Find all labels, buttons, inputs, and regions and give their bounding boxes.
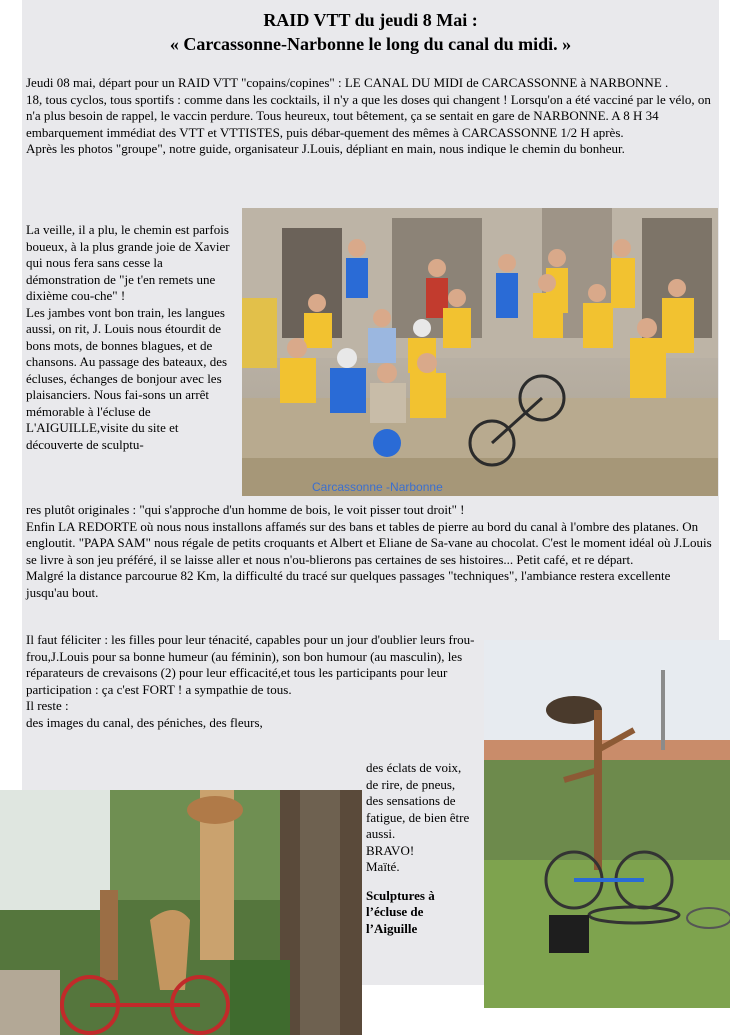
closing-paragraph: Il reste : (26, 698, 69, 713)
group-photo (242, 208, 718, 496)
intro-paragraph: Après les photos "groupe", notre guide, organisateur J.Louis, dépliant en main, nous indique le chemin du bonheur. (26, 141, 625, 156)
sculpture-photo-right (484, 640, 730, 1008)
side-paragraph: Maïté. (366, 859, 400, 874)
middle-paragraph: Malgré la distance parcourue 82 Km, la difficulté du tracé sur quelques passages "techniques", l'ambiance restera excellente jusqu'au bout. (26, 568, 671, 600)
middle-paragraph: res plutôt originales : "qui s'approche d'un homme de bois, le voit pisser tout droit" ! (26, 502, 465, 517)
title-line-2: « Carcassonne-Narbonne le long du canal du midi. » (169, 34, 572, 54)
side-paragraph: des éclats de voix, de rire, de pneus, (366, 760, 462, 792)
side-paragraph: des sensations de fatigue, de bien être aussi. (366, 793, 470, 841)
column-paragraph: La veille, il a plu, le chemin est parfois boueux, à la plus grande joie de Xavier qui nous fera sans cesse la démonstration de "je t'en remets une dixième cou-che" ! (26, 222, 230, 303)
left-column-text (26, 222, 238, 453)
intro-text (26, 75, 716, 158)
middle-text (26, 502, 716, 601)
intro-paragraph: Jeudi 08 mai, départ pour un RAID VTT "copains/copines" : LE CANAL DU MIDI de CARCASSONNE à NARBONNE . (26, 75, 669, 90)
title-line-1: RAID VTT du jeudi 8 Mai : (263, 10, 478, 30)
sculpture-photo-left (0, 790, 362, 1035)
closing-text (26, 632, 476, 731)
middle-paragraph: Enfin LA REDORTE où nous nous installons affamés sur des bans et tables de pierre au bord du canal à l'ombre des platanes. On engloutit. "PAPA SAM" nous régale de petits croquants et Albert et Eliane de Sa-vane au chocolat. C'est le moment idéal où J.Louis se livre à son jeu préféré, il se laisse aller et nous n'ou-blierons pas certaines de ses histoires... Petit café, et re départ. (26, 518, 712, 567)
side-text (366, 760, 476, 937)
closing-paragraph: des images du canal, des péniches, des fleurs, (26, 714, 263, 730)
side-paragraph: BRAVO! (366, 842, 415, 858)
group-photo-caption: Carcassonne -Narbonne (312, 480, 443, 494)
column-paragraph: Les jambes vont bon train, les langues aussi, on rit, J. Louis nous étourdit de bons mots, de bonnes blagues, et de chansons. Au passage des bateaux, des écluses, échanges de bonjour avec les plaisanciers. Nous fai-sons un arrêt mémorable à l'écluse de L'AIGUILLE,visite du site et découverte de sculptu- (26, 304, 228, 452)
intro-paragraph: 18, tous cyclos, tous sportifs : comme dans les cocktails, il n'y a que les doses qui changent ! Lorsqu'on a été vacciné par le vélo, on n'a plus besoin de rappel, le vaccin perdure. Tous heureux, tout bêtement, ça se sentait en gare de NARBONNE. A 8 H 34 embarquement immédiat des VTT et VTTISTES, puis débar-quement des mêmes à CARCASSONNE 1/2 H après. (26, 91, 711, 140)
sculpture-caption: Sculptures à l’écluse de l’Aiguille (366, 887, 435, 936)
closing-paragraph: Il faut féliciter : les filles pour leur ténacité, capables pour un jour d'oublier leurs frou-frou,J.Louis pour sa bonne humeur (au féminin), son bon humour (au masculin), les réparateurs de crevaisons (2) pour leur efficacité,et tous les participants pour leur participation : ça c'est FORT ! a sympathie de tous. (26, 632, 475, 697)
article-title (22, 8, 719, 56)
